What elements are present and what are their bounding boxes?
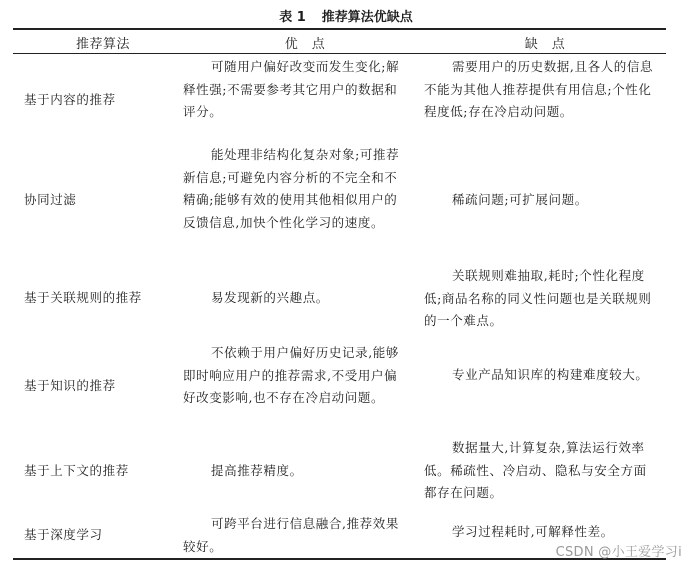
row-cons-knowledge-based: 专业产品知识库的构建难度较大。 xyxy=(452,367,649,382)
row-cons-association-rules: 关联规则难抽取,耗时;个性化程度低;商品名称的同义性问题也是关联规则的一个难点。 xyxy=(424,268,652,328)
row-name-content-based: 基于内容的推荐 xyxy=(24,92,116,107)
header-algorithm: 推荐算法 xyxy=(75,37,130,52)
row-name-collaborative-filtering: 协同过滤 xyxy=(24,192,77,207)
row-cons-context-aware: 数据量大,计算复杂,算法运行效率低。稀疏性、冷启动、隐私与安全方面都存在问题。 xyxy=(424,440,647,500)
row-name-association-rules: 基于关联规则的推荐 xyxy=(24,290,142,305)
row-cons-deep-learning: 学习过程耗时,可解释性差。 xyxy=(452,524,614,539)
header-rule xyxy=(13,53,666,54)
table-title xyxy=(0,6,692,25)
row-pros-association-rules: 易发现新的兴趣点。 xyxy=(211,290,329,305)
header-cons: 缺 点 xyxy=(524,37,566,52)
row-name-context-aware: 基于上下文的推荐 xyxy=(24,463,129,478)
row-pros-content-based: 可随用户偏好改变而发生变化;解释性强;不需要参考其它用户的数据和评分。 xyxy=(183,59,400,119)
header-pros: 优 点 xyxy=(284,37,326,52)
table-number: 表 1 xyxy=(279,10,306,25)
row-pros-deep-learning: 可跨平台进行信息融合,推荐效果较好。 xyxy=(183,516,399,554)
row-cons-collaborative-filtering: 稀疏问题;可扩展问题。 xyxy=(452,192,588,207)
watermark: CSDN @小王爱学习i xyxy=(555,545,682,560)
top-rule xyxy=(13,28,666,30)
row-pros-collaborative-filtering: 能处理非结构化复杂对象;可推荐新信息;可避免内容分析的不完全和不精确;能够有效的使用其他相似用户的反馈信息,加快个性化学习的速度。 xyxy=(183,147,400,230)
table-caption: 推荐算法优缺点 xyxy=(321,10,413,25)
row-cons-content-based: 需要用户的历史数据,且各人的信息不能为其他人推荐提供有用信息;个性化程度低;存在冷启动问题。 xyxy=(424,59,654,119)
row-pros-context-aware: 提高推荐精度。 xyxy=(211,463,303,478)
row-name-knowledge-based: 基于知识的推荐 xyxy=(24,378,116,393)
row-name-deep-learning: 基于深度学习 xyxy=(24,527,103,542)
row-pros-knowledge-based: 不依赖于用户偏好历史记录,能够即时响应用户的推荐需求,不受用户偏好改变影响,也不存在冷启动问题。 xyxy=(183,345,399,405)
